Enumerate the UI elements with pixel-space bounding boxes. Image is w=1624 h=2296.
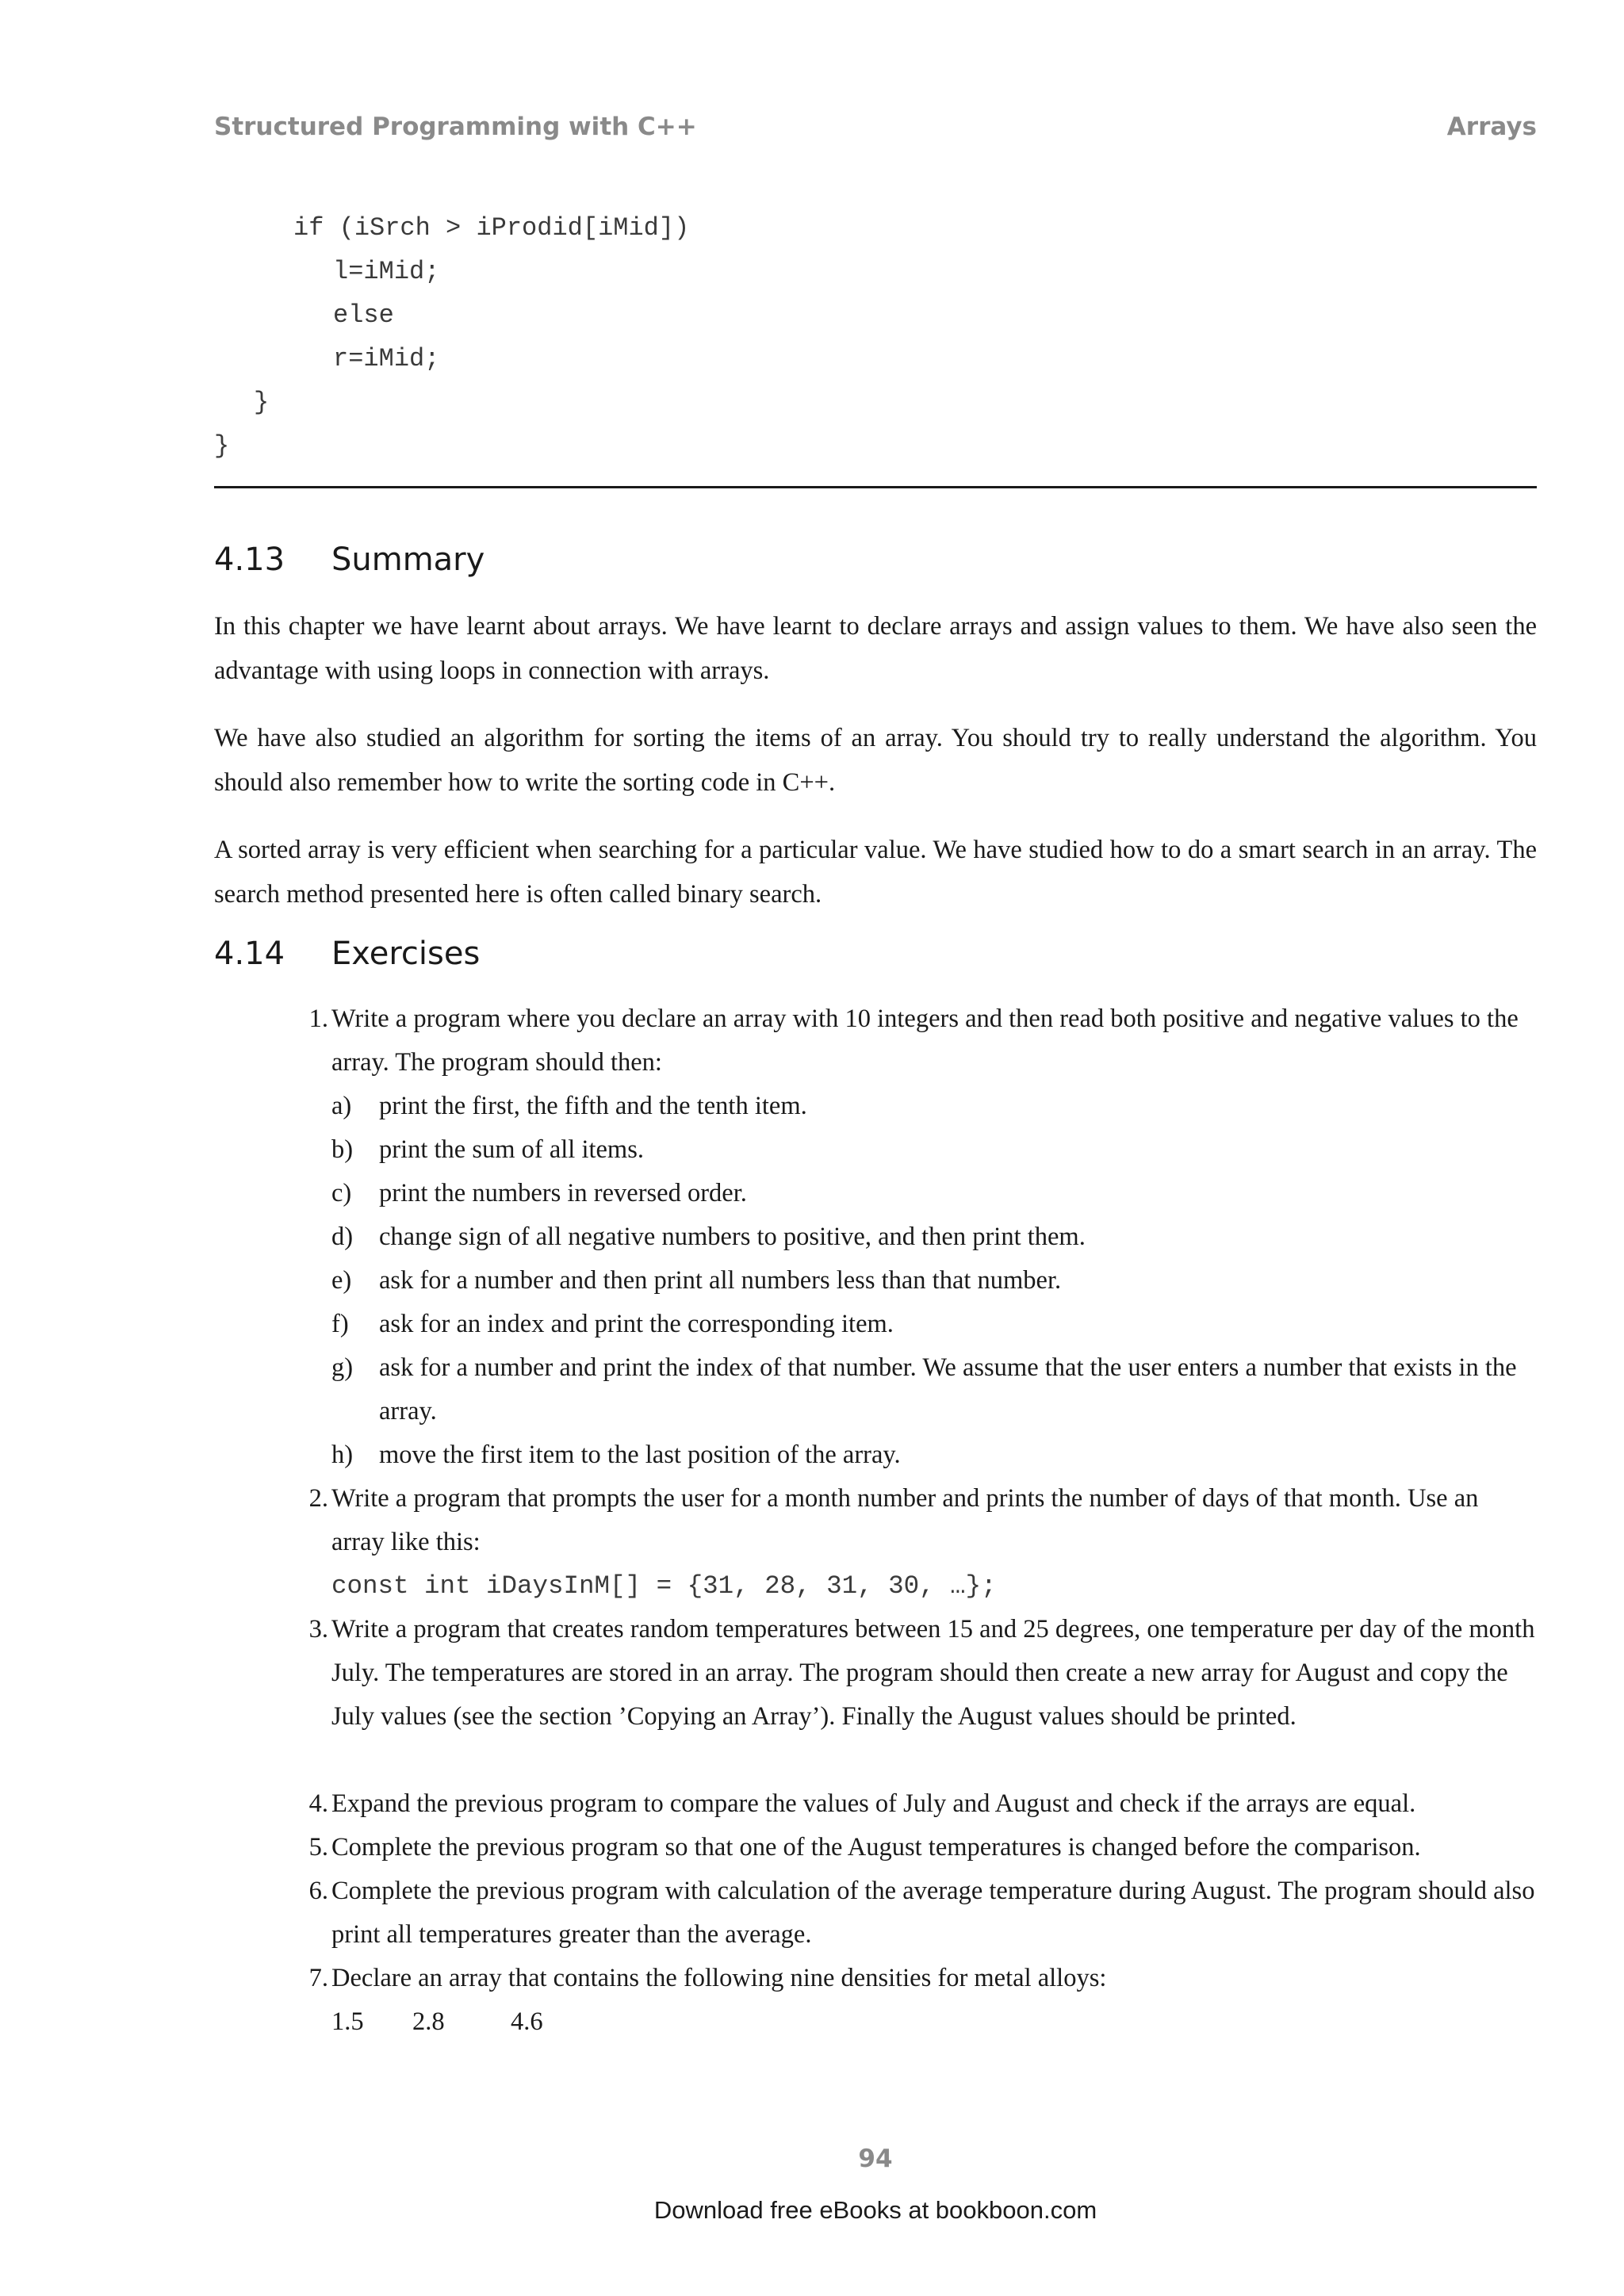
sub-item-letter: a) bbox=[331, 1092, 352, 1120]
chapter-title: Arrays bbox=[1446, 113, 1537, 141]
sub-item-letter: d) bbox=[331, 1223, 354, 1251]
sub-item-letter: g) bbox=[331, 1353, 354, 1382]
code-line: if (iSrch > iProdid[iMid]) bbox=[293, 213, 690, 243]
sub-item-text: print the sum of all items. bbox=[379, 1135, 644, 1164]
density-value: 4.6 bbox=[511, 2007, 543, 2036]
code-line: else bbox=[333, 300, 394, 330]
sub-item-text: ask for a number and print the index of that number. We assume that the user enters a number that exists in the array. bbox=[379, 1353, 1517, 1425]
page-number: 94 bbox=[858, 2145, 893, 2173]
section-title: Summary bbox=[331, 541, 485, 578]
running-header bbox=[214, 113, 1537, 151]
code-line: } bbox=[254, 388, 270, 417]
density-value: 2.8 bbox=[412, 2007, 445, 2036]
exercise-text: Expand the previous program to compare the values of July and August and check if the arrays are equal. bbox=[331, 1789, 1416, 1818]
sub-item-text: print the first, the fifth and the tenth item. bbox=[379, 1092, 807, 1120]
summary-paragraph: We have also studied an algorithm for sorting the items of an array. You should try to really understand the algorithm. You should also remember how to write the sorting code in C++. bbox=[214, 724, 1537, 797]
section-title: Exercises bbox=[331, 936, 481, 972]
sub-item-letter: f) bbox=[331, 1310, 349, 1338]
exercise-number: 1. bbox=[308, 1004, 328, 1033]
sub-item-text: print the numbers in reversed order. bbox=[379, 1179, 747, 1207]
code-line: } bbox=[214, 431, 230, 461]
sub-item-letter: e) bbox=[331, 1266, 352, 1295]
code-line: r=iMid; bbox=[333, 344, 440, 373]
exercise-number: 2. bbox=[308, 1484, 328, 1513]
exercise-number: 3. bbox=[308, 1615, 328, 1644]
exercise-text: Complete the previous program with calculation of the average temperature during August. The program should also print all temperatures greater than the average. bbox=[331, 1877, 1535, 1949]
exercise-number: 5. bbox=[308, 1833, 328, 1862]
sub-item-text: ask for an index and print the corresponding item. bbox=[379, 1310, 894, 1338]
book-title: Structured Programming with C++ bbox=[214, 113, 697, 141]
sub-item-text: change sign of all negative numbers to positive, and then print them. bbox=[379, 1223, 1086, 1251]
summary-paragraph: In this chapter we have learnt about arrays. We have learnt to declare arrays and assign values to them. We have also seen the advantage with using loops in connection with arrays. bbox=[214, 612, 1537, 685]
exercise-text: Write a program where you declare an array with 10 integers and then read both positive and negative values to the array. The program should then: bbox=[331, 1004, 1519, 1077]
exercise-text: Complete the previous program so that one of the August temperatures is changed before the comparison. bbox=[331, 1833, 1421, 1862]
sub-item-letter: h) bbox=[331, 1441, 354, 1469]
download-link[interactable]: Download free eBooks at bookboon.com bbox=[653, 2196, 1097, 2224]
exercise-text: Write a program that prompts the user for a month number and prints the number of days of that month. Use an array like this: bbox=[331, 1484, 1479, 1556]
section-number: 4.13 bbox=[214, 541, 285, 578]
summary-paragraph: A sorted array is very efficient when searching for a particular value. We have studied how to do a smart search in an array. The search method presented here is often called binary search. bbox=[214, 836, 1537, 909]
code-line: l=iMid; bbox=[333, 257, 440, 286]
sub-item-letter: c) bbox=[331, 1179, 352, 1207]
exercise-number: 4. bbox=[308, 1789, 328, 1818]
sub-item-letter: b) bbox=[331, 1135, 354, 1164]
section-divider bbox=[214, 486, 1537, 488]
section-number: 4.14 bbox=[214, 936, 285, 972]
density-value: 1.5 bbox=[331, 2007, 364, 2036]
exercise-number: 6. bbox=[308, 1877, 328, 1905]
exercise-number: 7. bbox=[308, 1964, 328, 1992]
sub-item-text: ask for a number and then print all numbers less than that number. bbox=[379, 1266, 1062, 1295]
code-line: const int iDaysInM[] = {31, 28, 31, 30, …}; bbox=[331, 1571, 997, 1601]
exercise-text: Write a program that creates random temperatures between 15 and 25 degrees, one temperature per day of the month July. The temperatures are stored in an array. The program should then create a new array for August and copy the July values (see the section ’Copying an Array’). Finally the August values should be printed. bbox=[331, 1615, 1535, 1731]
sub-item-text: move the first item to the last position of the array. bbox=[379, 1441, 901, 1469]
exercise-text: Declare an array that contains the following nine densities for metal alloys: bbox=[331, 1964, 1107, 1992]
